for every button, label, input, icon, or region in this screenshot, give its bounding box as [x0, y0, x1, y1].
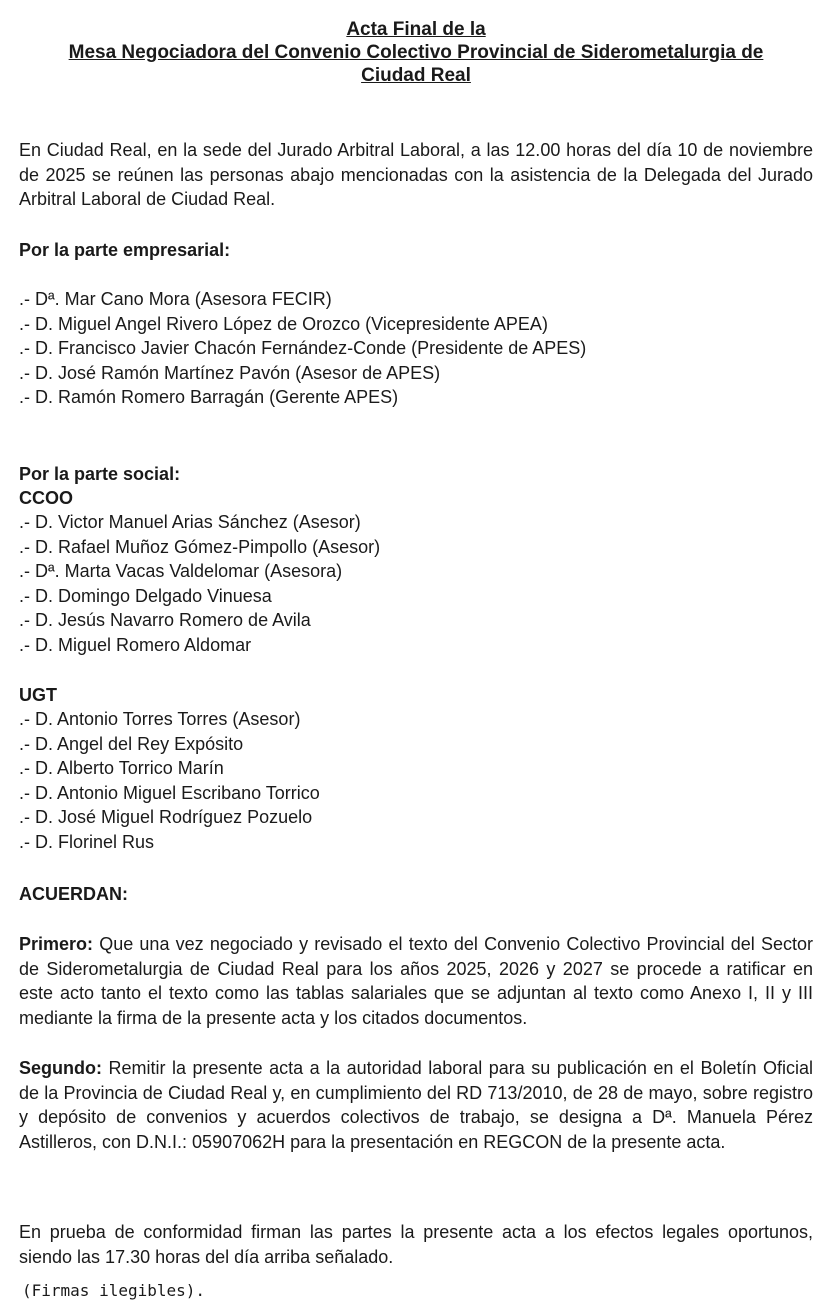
list-item: .- D. Ramón Romero Barragán (Gerente APES) — [19, 387, 399, 407]
list-item: .- D. José Miguel Rodríguez Pozuelo — [19, 807, 313, 827]
list-item: .- D. Miguel Angel Rivero López de Orozco (Vicepresidente APEA) — [19, 313, 548, 334]
list-item: .- D. Domingo Delgado Vinuesa — [19, 585, 272, 606]
primero-paragraph — [19, 932, 813, 1030]
ugt-label: UGT — [19, 685, 57, 705]
list-item: .- D. Antonio Torres Torres (Asesor) — [19, 709, 301, 729]
intro-paragraph: En Ciudad Real, en la sede del Jurado Arbitral Laboral, a las 12.00 horas del día 10 de noviembre de 2025 se reúnen las personas abajo mencionadas con la asistencia de la Delegada del Jurado Arbitral Laboral de Ciudad Real. — [19, 140, 813, 209]
list-item: .- D. Florinel Rus — [19, 831, 155, 852]
document-title — [0, 18, 832, 87]
ugt-list — [19, 707, 320, 854]
list-item: .- D. Victor Manuel Arias Sánchez (Asesor) — [19, 512, 361, 532]
list-item: .- D. Jesús Navarro Romero de Avila — [19, 610, 311, 630]
segundo-text: Remitir la presente acta a la autoridad laboral para su publicación en el Boletín Oficial de la Provincia de Ciudad Real y, en cumplimiento del RD 713/2010, de 28 de mayo, sobre registro y depósito de convenios y acuerdos colectivos de trabajo, se designa a Dª. Manuela Pérez Astilleros, con D.N.I.: 05907062H para la presentación en REGCON de la presente acta. — [19, 1058, 813, 1152]
list-item: .- Dª. Marta Vacas Valdelomar (Asesora) — [19, 561, 343, 581]
ccoo-label: CCOO — [19, 488, 73, 508]
list-item: .- D. Francisco Javier Chacón Fernández-Conde (Presidente de APES) — [19, 338, 587, 358]
list-item: .- D. Rafael Muñoz Gómez-Pimpollo (Asesor) — [19, 536, 381, 557]
title-line-2: Mesa Negociadora del Convenio Colectivo Provincial de Siderometalurgia de — [68, 42, 764, 63]
primero-text: Que una vez negociado y revisado el texto del Convenio Colectivo Provincial del Sector de Siderometalurgia de Ciudad Real para los años 2025, 2026 y 2027 se procede a ratificar en este acto tanto el texto como las tablas salariales que se adjuntan al texto como Anexo I, II y III mediante la firma de la presente acta y los citados documentos. — [19, 934, 813, 1028]
empresarial-list — [19, 287, 586, 410]
list-item: .- Dª. Mar Cano Mora (Asesora FECIR) — [19, 289, 332, 309]
list-item: .- D. Antonio Miguel Escribano Torrico — [19, 782, 320, 803]
primero-lead: Primero: — [19, 934, 94, 954]
list-item: .- D. José Ramón Martínez Pavón (Asesor de APES) — [19, 362, 441, 383]
list-item: .- D. Alberto Torrico Marín — [19, 758, 224, 778]
segundo-paragraph — [19, 1056, 813, 1154]
segundo-lead: Segundo: — [19, 1058, 102, 1078]
closing-paragraph: En prueba de conformidad firman las partes la presente acta a los efectos legales oportunos, siendo las 17.30 horas del día arriba señalado. — [19, 1222, 813, 1267]
title-line-3: Ciudad Real — [361, 65, 471, 86]
acuerdan-heading: ACUERDAN: — [19, 884, 128, 904]
list-item: .- D. Miguel Romero Aldomar — [19, 634, 252, 655]
empresarial-heading: Por la parte empresarial: — [19, 240, 231, 260]
list-item: .- D. Angel del Rey Expósito — [19, 733, 244, 754]
ccoo-list — [19, 510, 380, 657]
signatures-note: (Firmas ilegibles). — [22, 1281, 206, 1300]
social-heading: Por la parte social: — [19, 464, 181, 484]
title-line-1: Acta Final de la — [346, 19, 486, 40]
